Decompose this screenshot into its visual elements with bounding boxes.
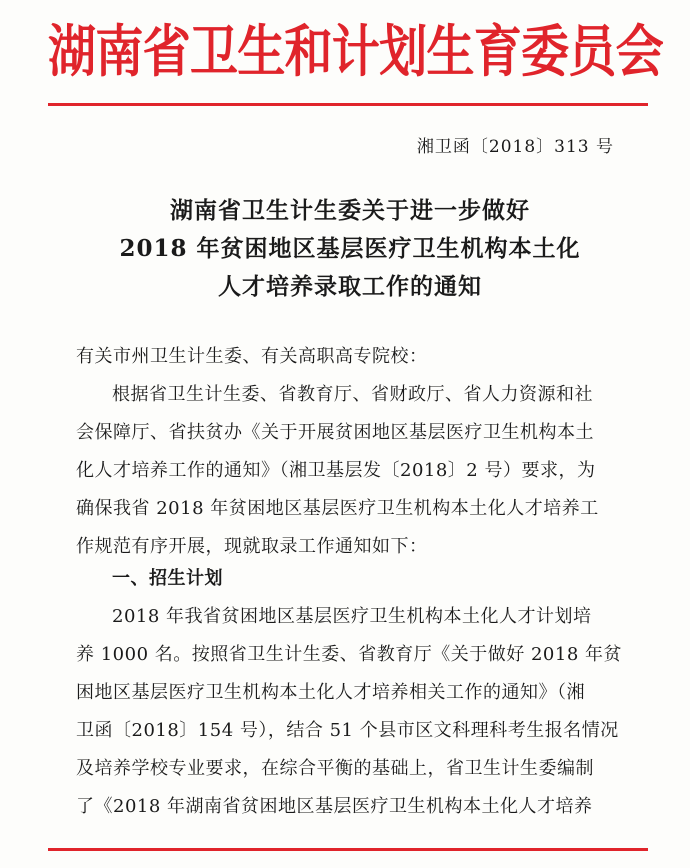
paragraph-line: 2018 年我省贫困地区基层医疗卫生机构本土化人才计划培	[112, 606, 592, 627]
document-title-line: 人才培养录取工作的通知	[218, 273, 482, 300]
masthead-red-rule	[48, 103, 648, 106]
document-title-line: 2018 年贫困地区基层医疗卫生机构本土化	[119, 235, 581, 262]
document-number: 湘卫函〔2018〕313 号	[416, 137, 614, 157]
paragraph-line: 确保我省 2018 年贫困地区基层医疗卫生机构本土化人才培养工	[76, 498, 599, 519]
salutation: 有关市州卫生计生委、有关高职高专院校：	[76, 346, 428, 367]
paragraph-line: 了《2018 年湖南省贫困地区基层医疗卫生机构本土化人才培养	[76, 796, 593, 817]
paragraph-line: 会保障厅、省扶贫办《关于开展贫困地区基层医疗卫生机构本土	[76, 422, 594, 443]
footer-red-rule	[48, 848, 648, 851]
section-heading: 一、招生计划	[112, 568, 223, 589]
paragraph-line: 化人才培养工作的通知》（湘卫基层发〔2018〕2 号）要求，为	[76, 460, 596, 481]
paragraph-line: 及培养学校专业要求，在综合平衡的基础上，省卫生计生委编制	[76, 758, 594, 779]
paragraph-line: 作规范有序开展，现就取录工作通知如下：	[76, 536, 428, 557]
masthead	[0, 0, 690, 100]
paragraph-line: 根据省卫生计生委、省教育厅、省财政厅、省人力资源和社	[112, 384, 593, 405]
paragraph-line: 困地区基层医疗卫生机构本土化人才培养相关工作的通知》（湘	[76, 682, 585, 703]
document-title-line: 湖南省卫生计生委关于进一步做好	[170, 197, 530, 224]
paragraph-line: 卫函〔2018〕154 号），结合 51 个县市区文科理科考生报名情况	[76, 720, 619, 741]
paragraph-line: 养 1000 名。按照省卫生计生委、省教育厅《关于做好 2018 年贫	[76, 644, 623, 665]
masthead-title: 湖南省卫生和计划生育委员会	[48, 20, 663, 85]
